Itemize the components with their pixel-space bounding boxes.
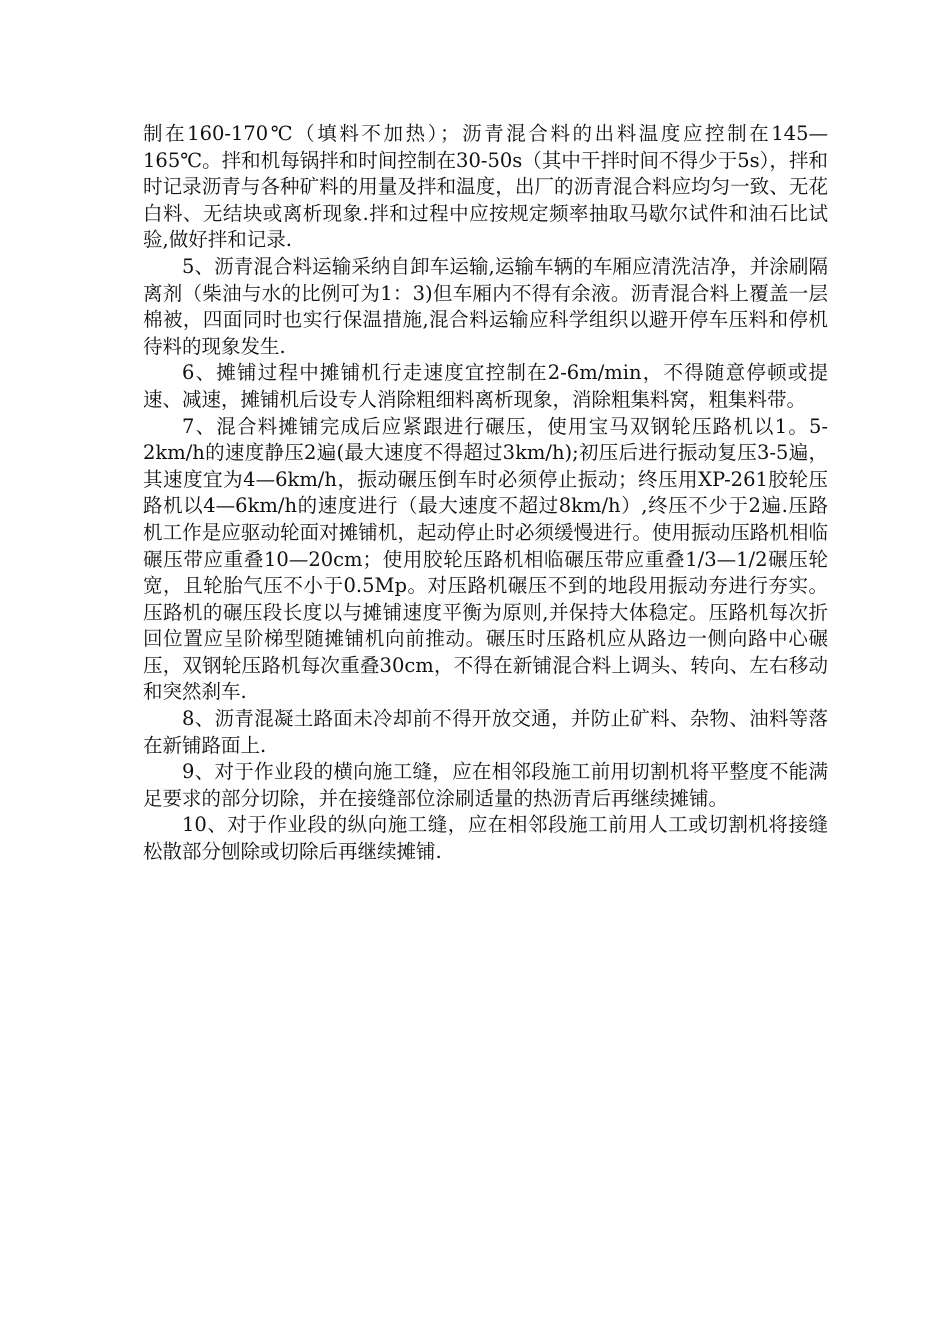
paragraph-continuation: 制在160-170℃（填料不加热）；沥青混合料的出料温度应控制在145—165℃。拌和机每锅拌和时间控制在30-50s（其中干拌时间不得少于5s），拌和时记录沥青与各种矿料的用量及拌和温度，出厂的沥青混合料应均匀一致、无花白料、无结块或离析现象.拌和过程中应按规定频率抽取马歇尔试件和油石比试验,做好拌和记录. — [143, 122, 828, 252]
paragraph-item-6: 6、摊铺过程中摊铺机行走速度宜控制在2-6m/min，不得随意停顿或提速、减速，摊铺机后设专人消除粗细料离析现象，消除粗集料窝，粗集料带。 — [143, 361, 828, 411]
paragraph-item-10: 10、对于作业段的纵向施工缝，应在相邻段施工前用人工或切割机将接缝松散部分刨除或切除后再继续摊铺. — [143, 813, 828, 864]
paragraph-item-8: 8、沥青混凝土路面未冷却前不得开放交通，并防止矿料、杂物、油料等落在新铺路面上. — [143, 707, 828, 757]
paragraph-item-5: 5、沥青混合料运输采纳自卸车运输,运输车辆的车厢应清洗洁净，并涂刷隔离剂（柴油与水的比例可为1：3)但车厢内不得有余液。沥青混合料上覆盖一层棉被，四面同时也实行保温措施,混合料运输应科学组织以避开停车压料和停机待料的现象发生. — [143, 254, 828, 358]
document-body — [143, 121, 828, 866]
paragraph-item-7: 7、混合料摊铺完成后应紧跟进行碾压，使用宝马双钢轮压路机以1。5-2km/h的速度静压2遍(最大速度不得超过3km/h);初压后进行振动复压3-5遍，其速度宜为4—6km/h，振动碾压倒车时必须停止振动；终压用XP-261胶轮压路机以4—6km/h的速度进行（最大速度不超过8km/h）,终压不少于2遍.压路机工作是应驱动轮面对摊铺机，起动停止时必须缓慢进行。使用振动压路机相临碾压带应重叠10—20cm；使用胶轮压路机相临碾压带应重叠1/3—1/2碾压轮宽，且轮胎气压不小于0.5Mp。对压路机碾压不到的地段用振动夯进行夯实。压路机的碾压段长度以与摊铺速度平衡为原则,并保持大体稳定。压路机每次折回位置应呈阶梯型随摊铺机向前推动。碾压时压路机应从路边一侧向路中心碾压，双钢轮压路机每次重叠30cm，不得在新铺混合料上调头、转向、左右移动和突然刹车. — [143, 414, 828, 704]
paragraph-item-9: 9、对于作业段的横向施工缝，应在相邻段施工前用切割机将平整度不能满足要求的部分切除，并在接缝部位涂刷适量的热沥青后再继续摊铺。 — [143, 760, 828, 810]
